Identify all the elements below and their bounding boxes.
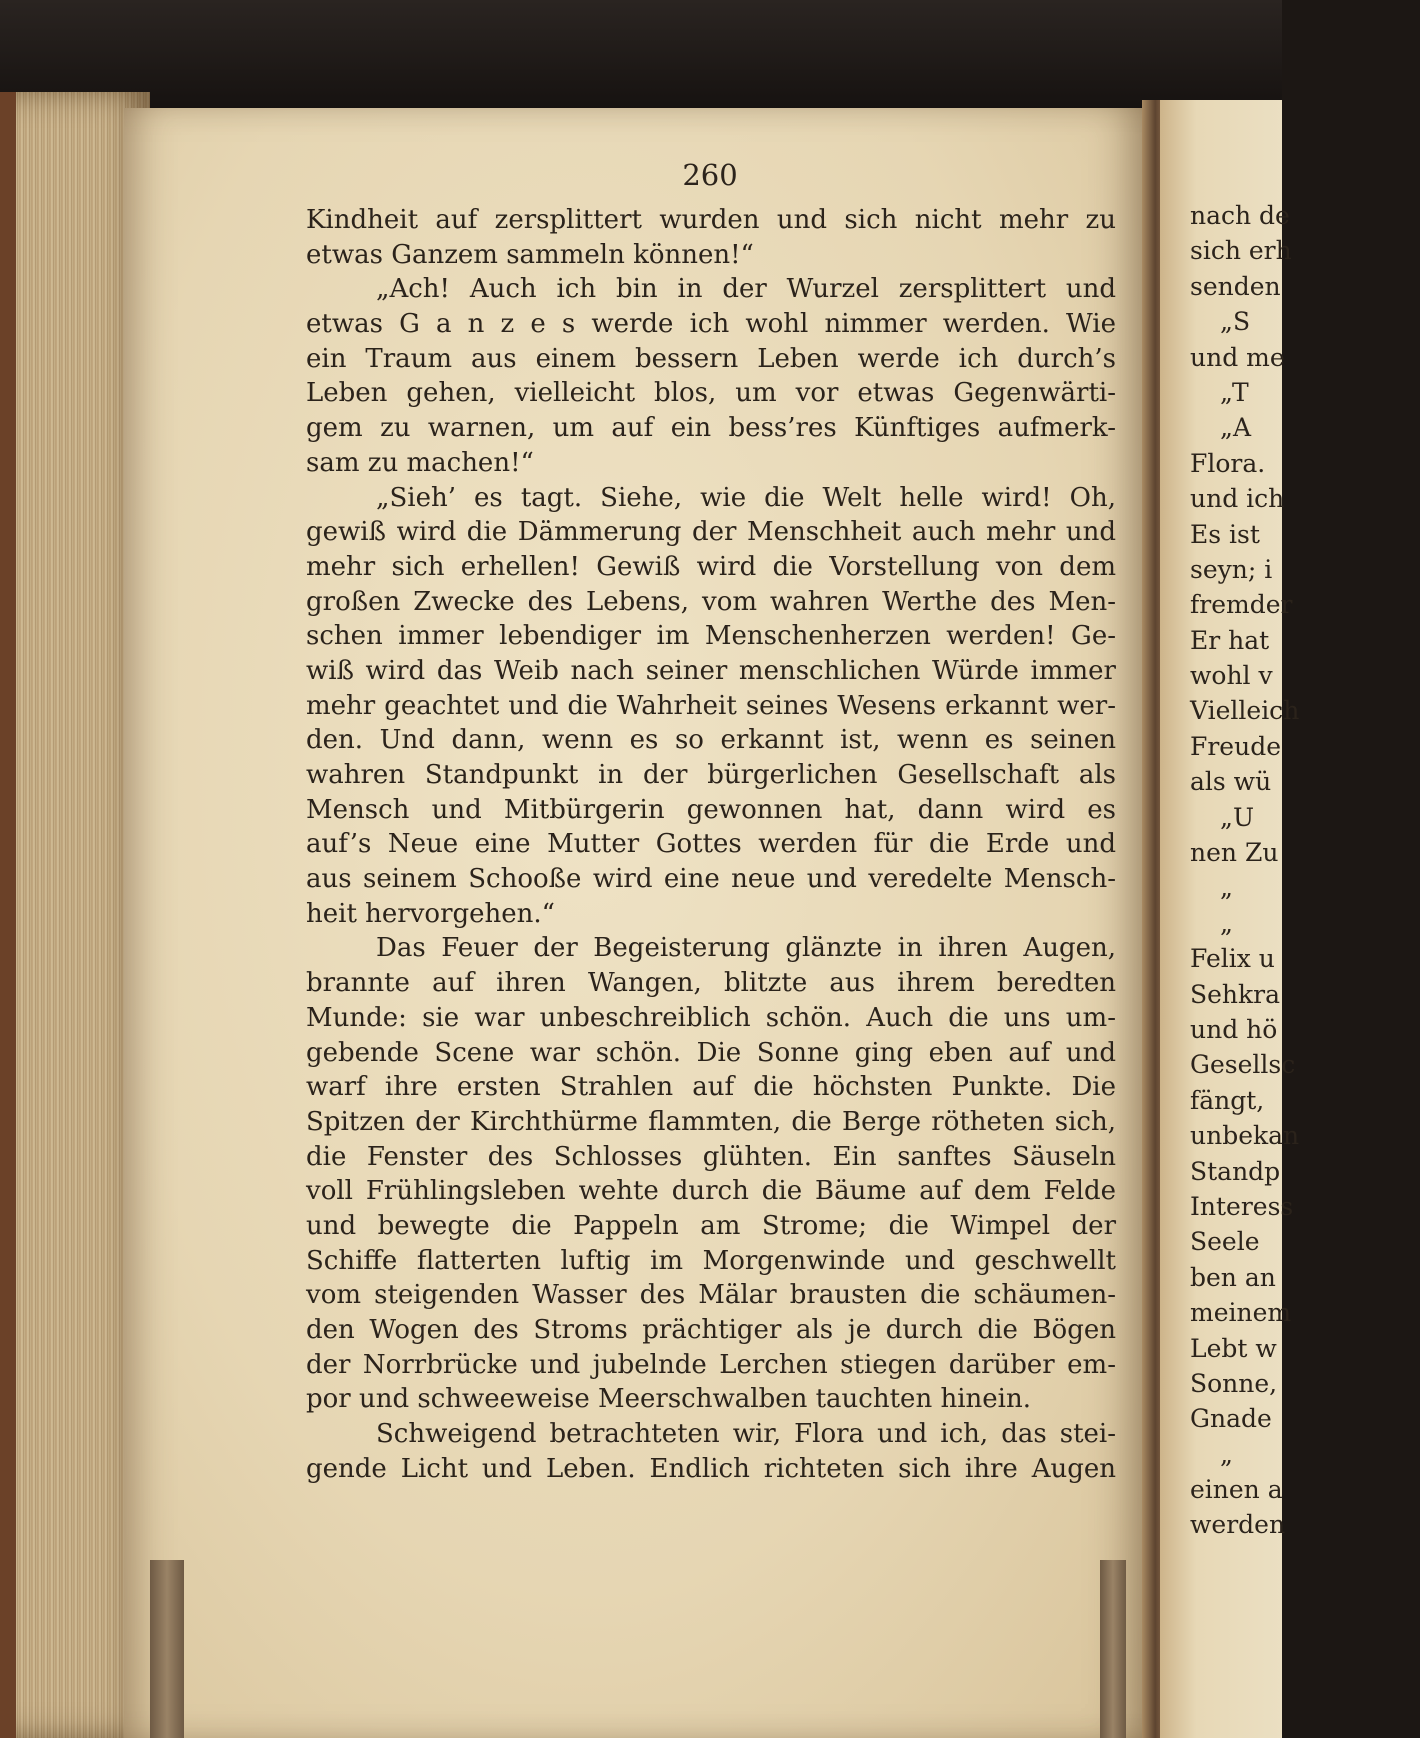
text-line: wiß wird das Weib nach seiner menschlichen Würde immer: [306, 655, 1116, 686]
text-line: Schweigend betrachteten wir, Flora und ich, das stei-: [376, 1419, 1116, 1450]
text-line: ein Traum aus einem bessern Leben werde ich durch’s: [306, 343, 1116, 374]
text-fragment: „T: [1220, 377, 1249, 407]
text-fragment: seyn; i: [1190, 554, 1273, 584]
text-fragment: Sehkra: [1190, 979, 1281, 1009]
text-fragment: Lebt w: [1190, 1333, 1277, 1363]
text-fragment: Felix u: [1190, 944, 1275, 974]
text-line: der Norrbrücke und jubelnde Lerchen stiegen darüber em-: [306, 1349, 1116, 1380]
text-line: Spitzen der Kirchthürme flammten, die Berge rötheten sich,: [306, 1106, 1116, 1137]
text-fragment: wohl v: [1190, 661, 1273, 691]
text-line: vom steigenden Wasser des Mälar brausten die schäumen-: [306, 1280, 1116, 1311]
text-fragment: nen Zu: [1190, 838, 1279, 868]
text-fragment: „U: [1220, 802, 1255, 832]
text-line: aus seinem Schooße wird eine neue und veredelte Mensch-: [306, 864, 1116, 895]
text-line: Mensch und Mitbürgerin gewonnen hat, dann wird es: [306, 794, 1116, 825]
text-line: Das Feuer der Begeisterung glänzte in ihren Augen,: [376, 933, 1116, 964]
text-line: den Wogen des Stroms prächtiger als je durch die Bögen: [306, 1315, 1116, 1345]
dark-background: [0, 0, 1282, 110]
text-fragment: Standp: [1190, 1156, 1281, 1186]
text-line: mehr sich erhellen! Gewiß wird die Vorstellung von dem: [306, 551, 1116, 582]
text-fragment: Freude: [1190, 731, 1281, 761]
right-page-text: [1190, 198, 1390, 1543]
text-fragment: sich erh: [1190, 236, 1292, 266]
text-line: etwas Ganzem sammeln können!“: [306, 239, 754, 270]
text-fragment: Es ist: [1190, 519, 1260, 549]
text-fragment: Sonne,: [1190, 1368, 1278, 1398]
text-fragment: und me: [1190, 342, 1285, 372]
text-line: heit hervorgehen.“: [306, 898, 555, 929]
text-fragment: als wü: [1190, 767, 1272, 797]
text-fragment: Er hat: [1190, 625, 1270, 655]
text-line: und bewegte die Pappeln am Strome; die Wimpel der: [306, 1210, 1116, 1241]
text-line: gebende Scene war schön. Die Sonne ging eben auf und: [306, 1037, 1116, 1068]
text-fragment: fremder: [1190, 590, 1293, 620]
text-line: „Sieh’ es tagt. Siehe, wie die Welt helle wird! Oh,: [376, 482, 1116, 513]
text-line: brannte auf ihren Wangen, blitzte aus ihrem beredten: [306, 968, 1116, 999]
text-fragment: Interess: [1190, 1191, 1294, 1221]
text-fragment: Gesellsc: [1190, 1050, 1296, 1080]
text-line: mehr geachtet und die Wahrheit seines Wesens erkannt wer-: [306, 690, 1116, 721]
text-line: gende Licht und Leben. Endlich richteten sich ihre Augen: [306, 1453, 1116, 1484]
text-line: Schiffe flatterten luftig im Morgenwinde und geschwellt: [306, 1245, 1116, 1276]
text-line: schen immer lebendiger im Menschenherzen werden! Ge-: [306, 621, 1116, 652]
text-fragment: Seele: [1190, 1227, 1260, 1257]
book-cover-edge: [0, 92, 16, 1738]
text-line: die Fenster des Schlosses glühten. Ein sanftes Säuseln: [306, 1141, 1116, 1172]
text-line: Munde: sie war unbeschreiblich schön. Auch die uns um-: [306, 1002, 1116, 1033]
text-fragment: „: [1220, 1439, 1233, 1469]
text-line: auf’s Neue eine Mutter Gottes werden für die Erde und: [306, 829, 1116, 860]
text-fragment: einen a: [1190, 1475, 1283, 1505]
bookmark-ribbon: [1100, 1560, 1126, 1738]
text-fragment: und hö: [1190, 1014, 1278, 1044]
page-body-text: [306, 203, 1116, 1486]
text-line: gem zu warnen, um auf ein bess’res Künftiges aufmerk-: [306, 413, 1116, 444]
text-fragment: werden: [1190, 1510, 1286, 1540]
text-line: por und schweeweise Meerschwalben tauchten hinein.: [306, 1384, 1031, 1415]
text-fragment: „: [1220, 873, 1233, 903]
page-number: 260: [682, 158, 738, 192]
text-fragment: „: [1220, 908, 1233, 938]
text-fragment: Gnade: [1190, 1404, 1272, 1434]
text-line: den. Und dann, wenn es so erkannt ist, wenn es seinen: [306, 725, 1116, 756]
text-fragment: „S: [1220, 307, 1251, 337]
text-fragment: und ich: [1190, 484, 1285, 514]
text-fragment: meinem: [1190, 1298, 1292, 1328]
text-line: großen Zwecke des Lebens, vom wahren Werthe des Men-: [306, 586, 1116, 617]
text-fragment: nach de: [1190, 201, 1290, 230]
text-line: voll Frühlingsleben wehte durch die Bäume auf dem Felde: [306, 1176, 1116, 1207]
text-fragment: „A: [1220, 413, 1252, 443]
bookmark-ribbon: [150, 1560, 184, 1738]
text-line: Leben gehen, vielleicht blos, um vor etwas Gegenwärti-: [306, 378, 1116, 409]
text-fragment: ben an: [1190, 1262, 1276, 1292]
text-fragment: Flora.: [1190, 448, 1266, 478]
text-fragment: fängt,: [1190, 1085, 1265, 1115]
text-line: warf ihre ersten Strahlen auf die höchsten Punkte. Die: [306, 1072, 1116, 1103]
text-line: wahren Standpunkt in der bürgerlichen Gesellschaft als: [306, 760, 1116, 790]
right-page: [1160, 100, 1300, 1738]
text-line: etwas G a n z e s werde ich wohl nimmer werden. Wie: [306, 309, 1116, 340]
text-line: Kindheit auf zersplittert wurden und sich nicht mehr zu: [306, 205, 1116, 235]
text-fragment: senden: [1190, 271, 1281, 301]
text-fragment: unbekan: [1190, 1121, 1300, 1151]
text-fragment: Vielleich: [1190, 696, 1300, 726]
text-line: sam zu machen!“: [306, 447, 534, 478]
text-line: „Ach! Auch ich bin in der Wurzel zersplittert und: [376, 274, 1116, 305]
text-line: gewiß wird die Dämmerung der Menschheit auch mehr und: [306, 517, 1116, 548]
